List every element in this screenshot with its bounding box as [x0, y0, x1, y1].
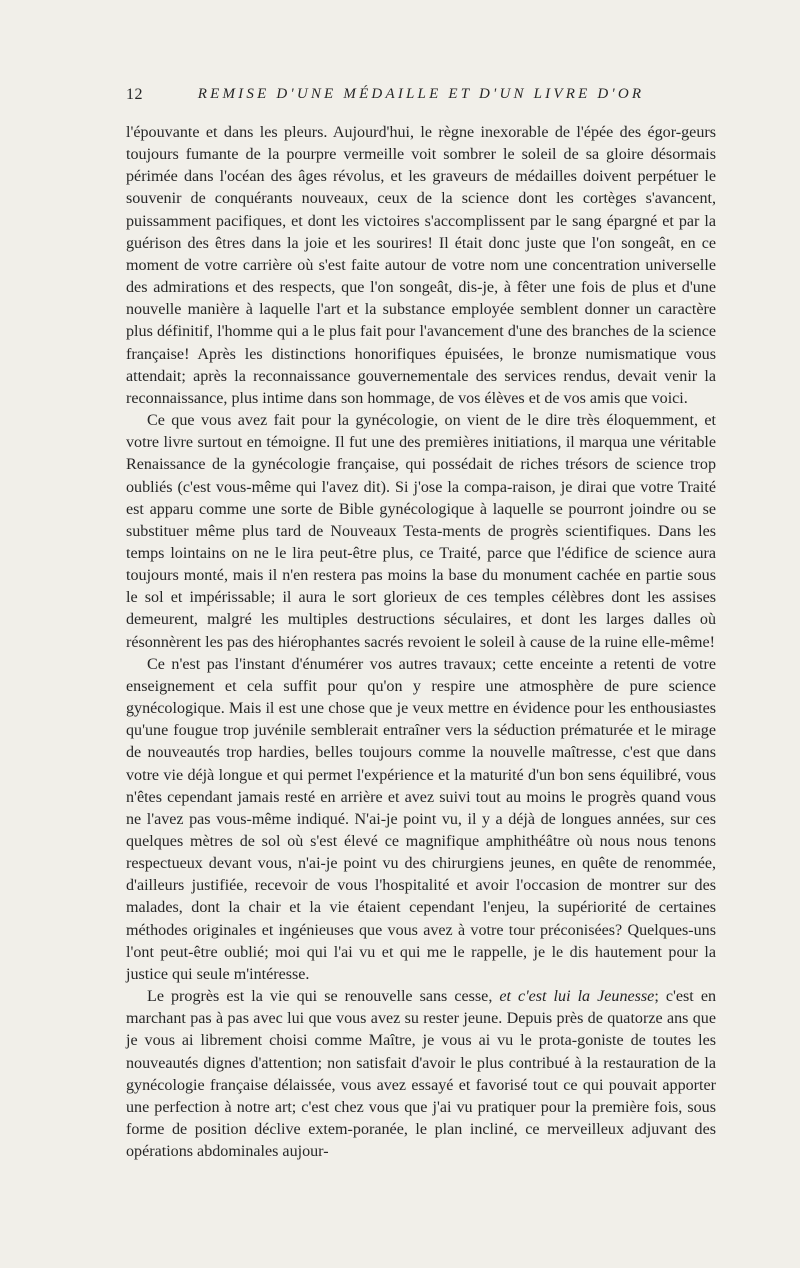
paragraph: Ce n'est pas l'instant d'énumérer vos autres travaux; cette enceinte a retenti de votre enseignement et cela suffit pour qu'on y respire une atmosphère de pure science gynécologique. Mais il est une chose que je veux mettre en évidence pour les enthousiastes qu'une fougue trop juvénile semblerait entraîner vers la séduction prématurée et le mirage de nouveautés trop hardies, belles toujours comme la nouvelle maîtresse, c'est que dans votre vie déjà longue et qui permet l'expérience et la maturité d'un bon sens équilibré, vous n'êtes cependant jamais resté en arrière et avez suivi tout au moins le progrès quand vous ne l'avez pas vous-même indiqué. N'ai-je point vu, il y a déjà de longues années, sur ces quelques mètres de sol où s'est élevé ce magnifique amphithéâtre où nous nous tenons respectueux devant vous, n'ai-je point vu des chirurgiens jeunes, en quête de renommée, d'ailleurs justifiée, recevoir de vous l'hospitalité et avoir l'occasion de montrer sur des malades, dont la chair et la vie étaient cependant l'enjeu, la supériorité de certaines méthodes originales et ingénieuses que vous avez à votre tour préconisées? Quelques-uns l'ont peut-être oublié; moi qui l'ai vu et qui me le rappelle, je le dis hautement pour la justice qui seule m'intéresse.	[126, 655, 716, 983]
paragraph: Ce que vous avez fait pour la gynécologie, on vient de le dire très éloquemment, et votre livre surtout en témoigne. Il fut une des premières initiations, il marqua une véritable Renaissance de la gynécologie française, qui possédait de riches trésors de science trop oubliés (c'est vous-même qui l'avez dit). Si j'ose la compa-raison, je dirai que votre Traité est apparu comme une sorte de Bible gynécologique à laquelle se pourront joindre ou se substituer même plus tard de Nouveaux Testa-ments de progrès scientifiques. Dans les temps lointains on ne le lira peut-être plus, ce Traité, parce que l'édifice de science aura toujours monté, mais il n'en restera pas moins la base du monument cachée en partie sous le sol et impérissable; il aura le sort glorieux de ces temples célèbres dont les assises demeurent, malgré les multiples destructions séculaires, et dont les larges dalles où résonnèrent les pas des hiérophantes sacrés revoient le soleil à cause de la ruine elle-même!	[126, 412, 716, 651]
page-number: 12	[126, 86, 143, 103]
paragraph: l'épouvante et dans les pleurs. Aujourd'hui, le règne inexorable de l'épée des égor-geurs toujours fumante de la pourpre vermeille voit sombrer le soleil de sa gloire désormais périmée dans l'océan des âges révolus, et les graveurs de médailles doivent perpétuer le souvenir de conquérants nouveaux, ceux de la science dont les cortèges s'avancent, puissamment pacifiques, et dont les victoires s'accomplissent par le sang épargné et par la guérison des êtres dans la joie et les sourires! Il était donc juste que l'on songeât, en ce moment de votre carrière où s'est faite autour de votre nom une concentration universelle des admirations et des respects, que l'on songeât, dis-je, à fêter une fois de plus et d'une nouvelle manière à laquelle l'art et la substance employée semblent donner un caractère plus définitif, l'homme qui a le plus fait pour l'avancement d'une des branches de la science française! Après les distinctions honorifiques épuisées, le bronze numismatique vous attendait; après la reconnaissance gouvernementale des services rendus, devait venir la reconnaissance, plus intime dans son hommage, de vos élèves et de vos amis que voici.	[126, 124, 716, 407]
page-header	[126, 86, 716, 110]
body-text	[126, 122, 716, 1163]
running-title: REMISE D'UNE MÉDAILLE ET D'UN LIVRE D'OR	[197, 86, 645, 102]
paragraph-text: Le progrès est la vie qui se renouvelle sans cesse,	[147, 988, 500, 1006]
italic-phrase: et c'est lui la Jeunesse	[499, 988, 655, 1006]
paragraph-text: ; c'est en marchant pas à pas avec lui que vous avez su rester jeune. Depuis près de quatorze ans que je vous ai librement choisi comme Maître, je vous ai vu le prota-goniste de toutes les nouveautés dignes d'attention; non satisfait d'avoir le plus contribué à la restauration de la gynécologie française délaissée, vous avez essayé et favorisé tout ce qui pouvait apporter une perfection à notre art; c'est chez vous que j'ai vu pratiquer pour la première fois, sous forme de position déclive extem-poranée, le plan incliné, ce merveilleux adjuvant des opérations abdominales aujour-	[126, 988, 717, 1161]
paragraph	[126, 986, 716, 1163]
